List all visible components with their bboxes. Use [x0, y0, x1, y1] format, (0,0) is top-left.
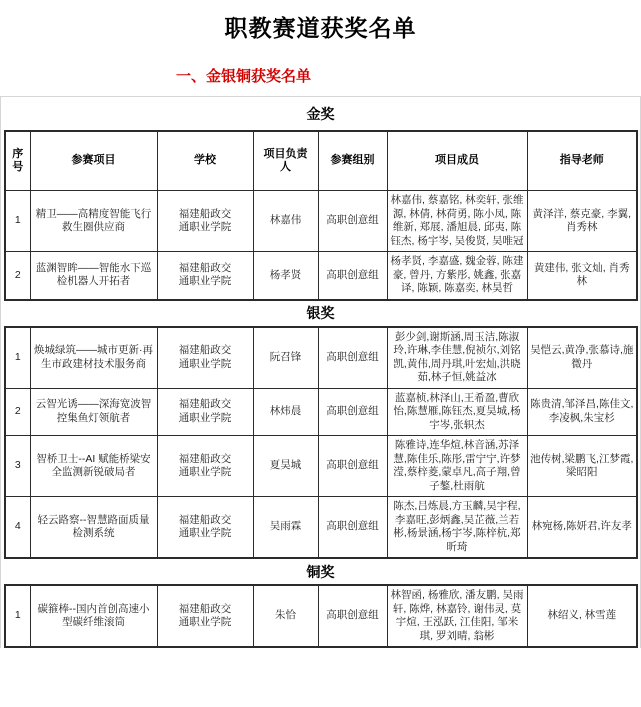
cell-text: 林炜晨 — [269, 405, 302, 417]
cell-index — [5, 327, 30, 389]
col-header-label: 项目负责人 — [263, 147, 308, 173]
cell-text: 林绍义, 林雪莲 — [547, 609, 617, 622]
cell-text: 高职创意组 — [326, 214, 379, 227]
cell-advisors — [527, 436, 637, 497]
award-table-铜奖 — [4, 584, 638, 648]
cell-text: 黄泽洋, 蔡克豪, 李翼, 肖秀林 — [532, 207, 632, 233]
section-bar — [1, 301, 640, 326]
cell-text: 2 — [14, 405, 21, 417]
section-label: 金奖 — [306, 105, 335, 122]
cell-group — [318, 436, 387, 497]
cell-index — [5, 585, 30, 647]
cell-text: 福建船政交通职业学院 — [178, 398, 232, 424]
cell-text: 3 — [14, 459, 21, 472]
cell-text: 智桥卫士--AI 赋能桥梁安全监测新锐破局者 — [36, 452, 151, 478]
cell-text: 高职创意组 — [326, 405, 379, 417]
award-table-银奖 — [4, 326, 638, 560]
cell-text: 蓝渊智眸——智能水下巡检机器人开拓者 — [35, 261, 152, 288]
cell-members — [387, 388, 527, 436]
cell-leader — [253, 388, 318, 436]
cell-project — [30, 388, 157, 436]
cell-project — [30, 252, 157, 300]
cell-text: 陈雅诗,连华煊,林音涵,苏泽慧,陈佳乐,陈彤,雷宁宁,许梦滢,蔡梓菱,蒙卓凡,高子翔,曾子鏊,杜雨航 — [393, 439, 521, 492]
cell-group — [318, 252, 387, 300]
table-row — [5, 191, 637, 252]
section-label: 铜奖 — [306, 563, 335, 580]
cell-school — [157, 585, 253, 647]
cell-school — [157, 497, 253, 559]
cell-school — [157, 436, 253, 497]
cell-index — [5, 436, 30, 497]
cell-text: 林嘉伟, 蔡嘉铭, 林奕轩, 张维源, 林倩, 林荷勇, 陈小凤, 陈维新, 郑展, 潘旭晨, 邱夷, 陈钰杰, 杨宇岑, 吴俊贤, 吴唯冠 — [390, 194, 524, 247]
cell-advisors — [527, 497, 637, 559]
cell-text: 黄建伟, 张文灿, 肖秀林 — [533, 261, 630, 288]
cell-text: 碳箍棒--国内首创高速小型碳纤维滚筒 — [37, 602, 150, 628]
cell-text: 夏昊城 — [269, 459, 302, 472]
table-header-row — [5, 131, 637, 191]
table-row — [5, 252, 637, 300]
col-header-label: 学校 — [194, 154, 216, 167]
cell-text: 阮召锋 — [269, 350, 302, 363]
cell-index — [5, 388, 30, 436]
cell-members — [387, 327, 527, 389]
cell-leader — [253, 327, 318, 389]
cell-group — [318, 497, 387, 559]
cell-project — [30, 585, 157, 647]
page-subtitle: 一、金银铜获奖名单 — [176, 68, 312, 85]
col-header-label: 参赛组别 — [330, 154, 375, 167]
cell-text: 高职创意组 — [326, 609, 379, 622]
cell-text: 吴雨霖 — [269, 520, 302, 533]
cell-members — [387, 497, 527, 559]
cell-leader — [253, 585, 318, 647]
cell-school — [157, 327, 253, 389]
cell-project — [30, 436, 157, 497]
cell-text: 高职创意组 — [326, 459, 379, 472]
cell-text: 福建船政交通职业学院 — [178, 513, 232, 539]
table-row — [5, 585, 637, 647]
cell-leader — [253, 191, 318, 252]
cell-text: 陈杰,吕炼晨,方玉麟,吴宇程,李嘉旺,彭炳鑫,吴芷薇,兰若彬,杨景涵,杨宇岑,陈梓杭,郑昕琦 — [393, 500, 521, 553]
cell-members — [387, 436, 527, 497]
col-header-advisors — [527, 131, 637, 191]
cell-leader — [253, 436, 318, 497]
col-header-leader — [253, 131, 318, 191]
page-title: 职教赛道获奖名单 — [224, 15, 417, 41]
cell-school — [157, 252, 253, 300]
cell-leader — [253, 497, 318, 559]
cell-text: 1 — [14, 609, 21, 622]
cell-index — [5, 191, 30, 252]
cell-text: 蓝嘉桢,林泽山,王希盈,曹欣怡,陈慧雁,陈钰杰,夏昊城,杨宇岑,张轵杰 — [393, 391, 521, 431]
cell-index — [5, 497, 30, 559]
cell-text: 高职创意组 — [326, 268, 379, 281]
col-header-index — [5, 131, 30, 191]
table-row — [5, 497, 637, 559]
cell-text: 林宛杨,陈妍君,许友孝 — [531, 520, 632, 533]
col-header-label: 序号 — [12, 147, 24, 173]
col-header-project — [30, 131, 157, 191]
col-header-label: 项目成员 — [435, 154, 479, 167]
cell-members — [387, 252, 527, 300]
cell-text: 2 — [14, 268, 21, 281]
cell-group — [318, 585, 387, 647]
section-bar — [1, 559, 640, 584]
cell-members — [387, 585, 527, 647]
cell-advisors — [527, 191, 637, 252]
cell-text: 林智函, 杨雅欣, 潘友鹏, 吴雨轩, 陈烨, 林嘉铃, 谢伟灵, 莫宇煊, 王泓跃, 江佳阳, 邹米琪, 罗刘晴, 翁彬 — [390, 589, 524, 642]
col-header-group — [318, 131, 387, 191]
cell-text: 福建船政交通职业学院 — [178, 602, 232, 628]
col-header-members — [387, 131, 527, 191]
cell-project — [30, 327, 157, 389]
cell-text: 朱恰 — [275, 609, 296, 622]
cell-project — [30, 191, 157, 252]
cell-text: 高职创意组 — [326, 350, 379, 363]
cell-group — [318, 327, 387, 389]
cell-text: 高职创意组 — [326, 520, 379, 533]
cell-text: 吴恺云,黄净,张慕诗,施微丹 — [530, 344, 634, 370]
cell-advisors — [527, 327, 637, 389]
cell-advisors — [527, 252, 637, 300]
cell-index — [5, 252, 30, 300]
cell-text: 福建船政交通职业学院 — [178, 207, 232, 233]
cell-text: 福建船政交通职业学院 — [178, 344, 232, 370]
section-bar — [1, 97, 640, 130]
cell-text: 4 — [14, 520, 21, 533]
cell-text: 1 — [14, 214, 21, 227]
cell-text: 福建船政交通职业学院 — [178, 452, 232, 478]
cell-text: 焕城绿筑——城市更新·再生市政建材技术服务商 — [34, 344, 153, 370]
cell-leader — [253, 252, 318, 300]
cell-text: 精卫——高精度智能飞行救生圈供应商 — [35, 207, 152, 233]
cell-text: 杨孝贤, 李嘉盛, 魏金蓉, 陈建豪, 曾丹, 方紫彤, 姚鑫, 张嘉译, 陈颖, 陈嘉奕, 林昊哲 — [390, 255, 524, 294]
cell-group — [318, 388, 387, 436]
cell-text: 杨孝贤 — [269, 268, 302, 281]
table-row — [5, 436, 637, 497]
cell-text: 林嘉伟 — [269, 214, 302, 227]
cell-advisors — [527, 585, 637, 647]
col-header-label: 参赛项目 — [71, 154, 116, 167]
col-header-label: 指导老师 — [559, 154, 604, 167]
cell-members — [387, 191, 527, 252]
cell-text: 陈贵清,邹泽昌,陈佳文,李凌枫,朱宝杉 — [530, 398, 634, 424]
cell-text: 云智光诱——深海宽波智控集鱼灯领航者 — [35, 398, 152, 424]
table-row — [5, 388, 637, 436]
cell-advisors — [527, 388, 637, 436]
cell-group — [318, 191, 387, 252]
section-label: 银奖 — [306, 305, 335, 321]
cell-text: 1 — [14, 350, 21, 363]
cell-project — [30, 497, 157, 559]
table-row — [5, 327, 637, 389]
cell-text: 池传树,梁鹏飞,江梦霞,梁昭阳 — [530, 452, 634, 478]
award-table-金奖 — [4, 130, 638, 301]
cell-text: 轻云路察--智慧路面质量检测系统 — [37, 513, 150, 539]
col-header-school — [157, 131, 253, 191]
cell-school — [157, 388, 253, 436]
cell-text: 彭少剑,谢斯涵,周玉洁,陈淑玲,许琳,李佳慧,倪祯尔,刘铭凯,黄伟,周丹琪,叶宏灿,洪晓茹,林子恒,姚益冰 — [393, 330, 521, 383]
award-sheet — [0, 96, 641, 648]
cell-school — [157, 191, 253, 252]
cell-text: 福建船政交通职业学院 — [178, 261, 232, 288]
